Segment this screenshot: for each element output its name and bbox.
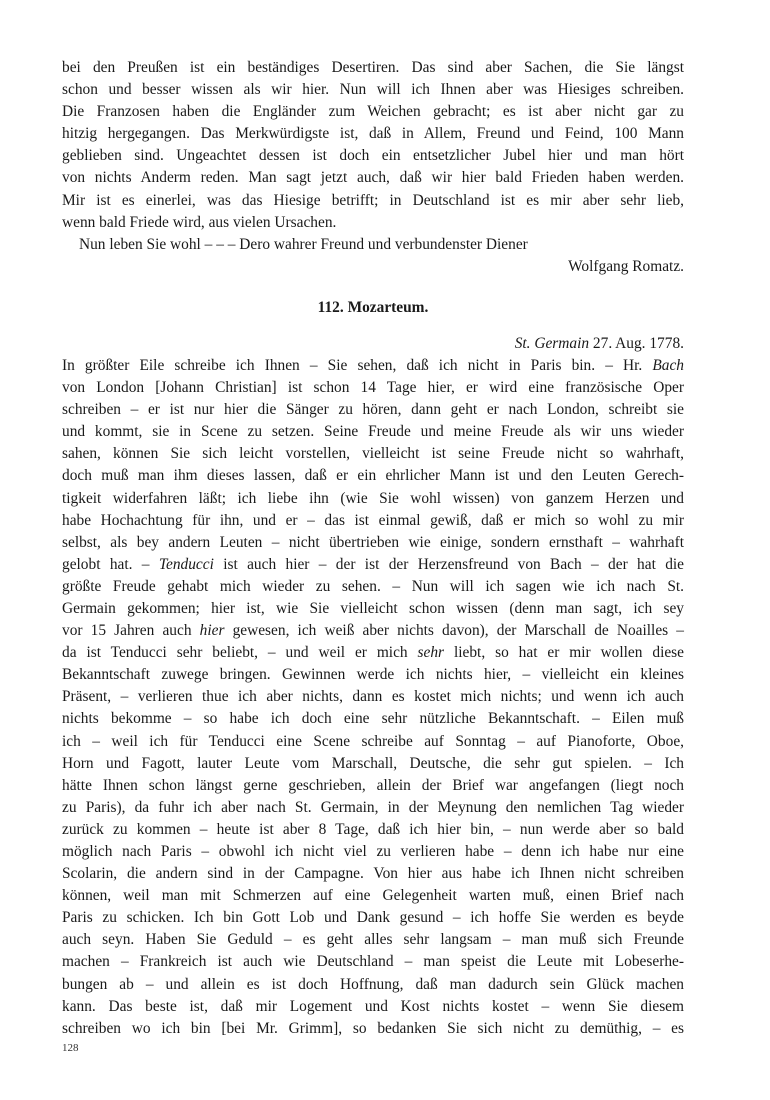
page-number: 128 — [62, 1042, 79, 1054]
text-line: tigkeit widerfahren läßt; ich liebe ihn (wie Sie wohl wissen) von ganzem Herzen und — [62, 489, 684, 507]
dateline — [62, 333, 684, 355]
text-line: Bekanntschaft zuwege bringen. Gewinnen werde ich nichts hier, – vielleicht ein kleines — [62, 666, 684, 684]
text-line: ich – weil ich für Tenducci eine Scene schreibe auf Sonntag – auf Pianoforte, Oboe, — [62, 732, 684, 750]
text-segment: vor 15 Jahren auch — [62, 622, 200, 640]
italic-name: Bach — [652, 356, 684, 374]
place-name: St. Germain — [514, 334, 590, 352]
page-body — [62, 57, 684, 1040]
text-segment: In größter Eile schreibe ich Ihnen – Sie sehen, daß ich nicht in Paris bin. – Hr. — [62, 356, 653, 374]
text-segment: da ist Tenducci sehr beliebt, – und weil er mich — [62, 644, 418, 662]
text-line: bungen ab – und allein es ist doch Hoffnung, daß man dadurch sein Glück machen — [62, 975, 684, 993]
text-segment: gewesen, ich weiß aber nichts davon), der Marschall de Noailles – — [224, 622, 684, 640]
text-line: möglich nach Paris – obwohl ich nicht viel zu verlieren habe – denn ich habe nur eine — [62, 843, 684, 860]
text-line — [62, 554, 684, 576]
text-line: nichts bekomme – so habe ich doch eine sehr nützliche Bekanntschaft. – Eilen muß — [62, 710, 684, 728]
text-line: sahen, können Sie sich leicht vorstellen, vielleicht ist seine Freude nicht so wahrhaft, — [62, 445, 684, 463]
text-line: wenn bald Friede wird, aus vielen Ursachen. — [62, 213, 337, 231]
letter-body — [62, 355, 684, 1040]
text-line: zu Paris), da fuhr ich aber nach St. Germain, in der Meynung den nemlichen Tag wieder — [62, 798, 684, 816]
previous-letter — [62, 57, 684, 278]
text-line: schon und besser wissen als wir hier. Nun will ich Ihnen aber was Hiesiges schreiben. — [62, 81, 684, 99]
text-line: schreiben wo ich bin [bei Mr. Grimm], so bedanken Sie sich nicht zu demüthig, – es — [62, 1019, 684, 1037]
text-segment: liebt, so hat er mir wollen diese — [444, 644, 684, 662]
italic-name: Tenducci — [158, 555, 214, 573]
text-line: kann. Das beste ist, daß mir Logement und Kost nichts kostet – wenn Sie diesem — [62, 997, 684, 1015]
signature: Wolfgang Romatz. — [568, 257, 684, 275]
text-line: Mir ist es einerlei, was das Hiesige betrifft; in Deutschland ist es mir aber sehr lieb, — [62, 191, 684, 209]
text-line: Präsent, – verlieren thue ich aber nichts, dann es kostet mich nichts; und wenn ich auch — [62, 688, 684, 706]
text-line: doch muß man ihm dieses lassen, daß er ein ehrlicher Mann ist und den Leuten Gerech- — [62, 467, 684, 485]
text-line: hätte Ihnen schon längst gerne geschrieben, allein der Brief war angefangen (liegt noch — [62, 776, 684, 794]
italic-word: hier — [199, 622, 225, 640]
text-line: von nichts Anderm reden. Man sagt jetzt auch, daß wir hier bald Frieden haben werden. — [62, 169, 684, 187]
text-line: Germain gekommen; hier ist, wie Sie vielleicht schon wissen (denn man sagt, ich sey — [62, 599, 684, 617]
text-line: hitzig hergegangen. Das Merkwürdigste ist, daß in Allem, Freund und Feind, 100 Mann — [62, 125, 684, 143]
text-line: Paris zu schicken. Ich bin Gott Lob und Dank gesund – ich hoffe Sie werden es beyde — [62, 909, 684, 927]
text-segment: gelobt hat. – — [62, 555, 159, 573]
text-line — [62, 620, 684, 642]
text-line: größte Freude gehabt mich wieder zu sehen. – Nun will ich sagen wie ich nach St. — [62, 577, 684, 595]
text-line: schreiben – er ist nur hier die Sänger zu hören, dann geht er nach London, schreibt sie — [62, 401, 684, 419]
text-line: habe Hochachtung für ihn, und er – das ist einmal gewiß, daß er mich so wohl zu mir — [62, 511, 684, 529]
italic-word: sehr — [417, 644, 445, 662]
text-line: zurück zu kommen – heute ist aber 8 Tage, daß ich hier bin, – nun werde aber so bald — [62, 820, 684, 838]
text-line: bei den Preußen ist ein beständiges Desertiren. Das sind aber Sachen, die Sie längst — [62, 59, 684, 76]
text-line: Scolarin, die andern sind in der Campagne. Von hier aus habe ich Ihnen nicht schreiben — [62, 865, 684, 883]
letter-heading: 112. Mozarteum. — [317, 298, 429, 316]
text-line: selbst, als bey andern Leuten – nicht übertrieben wie einige, sondern ernsthaft – wahrhaft — [62, 533, 684, 551]
text-line: von London [Johann Christian] ist schon 14 Tage hier, er wird eine französische Oper — [62, 379, 684, 397]
text-line: machen – Frankreich ist auch wie Deutschland – man speist die Leute mit Lobeserhe- — [62, 953, 684, 971]
date: 27. Aug. 1778. — [589, 334, 684, 352]
text-line: auch seyn. Haben Sie Geduld – es geht alles sehr langsam – man muß sich Freunde — [62, 931, 684, 949]
text-line: und kommt, sie in Scene zu setzen. Seine Freude und meine Freude als wir uns wieder — [62, 423, 684, 441]
text-line: Horn und Fagott, lauter Leute vom Marschall, Deutsche, die sehr gut spielen. – Ich — [62, 754, 684, 772]
text-segment: ist auch hier – der ist der Herzensfreund von Bach – der hat die — [213, 555, 684, 573]
letter-closing: Nun leben Sie wohl – – – Dero wahrer Freund und verbundenster Diener — [79, 235, 528, 253]
text-line: geblieben sind. Ungeachtet dessen ist doch ein entsetzlicher Jubel hier und man hört — [62, 147, 684, 165]
text-line: Die Franzosen haben die Engländer zum Weichen gebracht; es ist aber nicht gar zu — [62, 103, 684, 121]
text-line: können, weil man mit Schmerzen auf eine Gelegenheit warten muß, einen Brief nach — [62, 887, 684, 905]
text-line — [62, 642, 684, 664]
text-line — [62, 355, 684, 377]
